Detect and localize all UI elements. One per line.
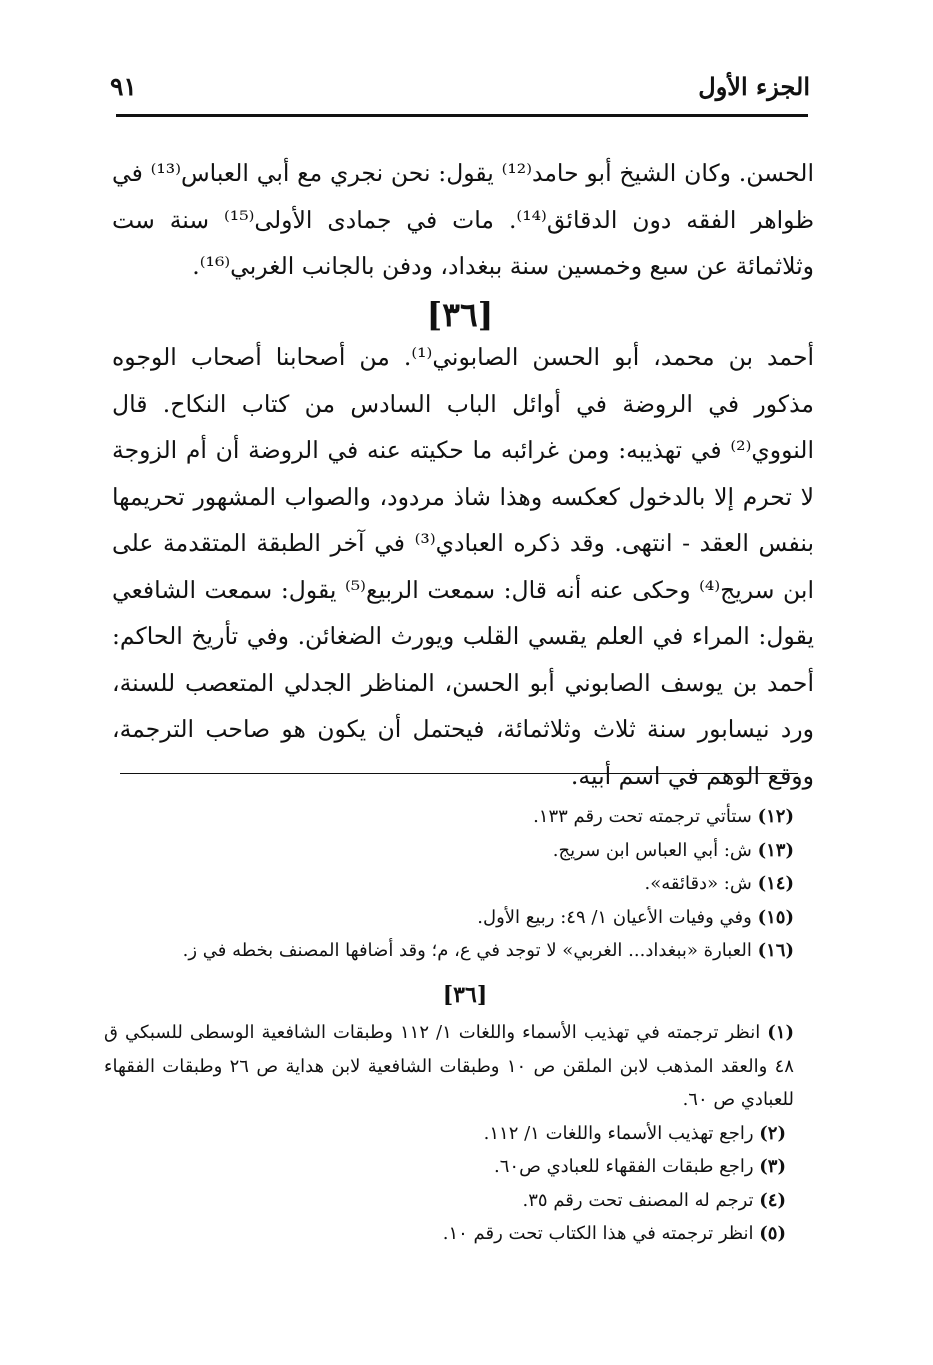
entry-number: [٣٦] [426, 295, 494, 334]
notes-entry-number: [٣٦] [442, 982, 488, 1008]
footnote-number: (١) [767, 1022, 794, 1043]
footnotes-previous-entry [104, 800, 804, 968]
footnote-number: (١٤) [757, 873, 794, 894]
footnote-text: ترجم له المصنف تحت رقم ٣٥. [522, 1189, 754, 1211]
footnote [104, 834, 804, 868]
biography-paragraph [112, 334, 814, 799]
footnote-text: وفي وفيات الأعيان ١/ ٤٩: ربيع الأول. [477, 906, 752, 928]
footnote-number: (١٦) [757, 940, 794, 961]
footnote [104, 800, 804, 834]
footnote [104, 934, 804, 968]
footnote-number: (٣) [759, 1156, 786, 1177]
footnote-text: العبارة «ببغداد... الغربي» لا توجد في ع، م؛ وقد أضافها المصنف بخطه في ز. [182, 940, 752, 961]
running-head [110, 66, 810, 106]
footnote [104, 867, 804, 901]
footnote-number: (١٢) [757, 806, 794, 827]
footnote-rule [120, 773, 798, 774]
footnote-number: (٥) [759, 1223, 786, 1244]
footnotes-entry-36 [104, 1016, 804, 1251]
footnote-number: (١٣) [757, 839, 794, 861]
footnote [104, 1217, 804, 1251]
footnote [104, 901, 804, 935]
paragraph-text: الحسن. وكان الشيخ أبو حامد⁽¹²⁾ يقول: نحن نجري مع أبي العباس⁽¹³⁾ في ظواهر الفقه دون الدقائق⁽¹⁴⁾. مات في جمادى الأولى⁽¹⁵⁾ سنة ست وثلاثمائة عن سبع وخمسين سنة ببغداد، ودفن بالجانب الغربي⁽¹⁶⁾. [112, 159, 815, 280]
footnote-text: ش: أبي العباس ابن سريج. [552, 839, 752, 861]
continued-paragraph [112, 150, 814, 290]
footnote [104, 1184, 804, 1218]
footnote-text: ش: «دقائقه». [644, 873, 752, 894]
footnote-number: (١٥) [757, 906, 794, 928]
page-number: ٩١ [110, 71, 137, 101]
footnote-text: انظر ترجمته في تهذيب الأسماء واللغات ١/ ١١٢ وطبقات الشافعية الوسطى للسبكي ق ٤٨ والعقد المذهب لابن الملقن ص ١٠ وطبقات الشافعية لابن هداية ص ٢٦ وطبقات الفقهاء للعبادي ص ٦٠. [104, 1022, 794, 1110]
footnote-number: (٤) [759, 1189, 786, 1211]
footnote [104, 1016, 804, 1117]
footnote-text: ستأتي ترجمته تحت رقم ١٣٣. [533, 806, 752, 827]
footnote-text: راجع طبقات الفقهاء للعبادي ص٦٠. [494, 1156, 754, 1177]
header-rule [116, 114, 808, 117]
running-title: الجزء الأول [698, 71, 810, 101]
paragraph-text: أحمد بن محمد، أبو الحسن الصابوني⁽¹⁾. من أصحابنا أصحاب الوجوه مذكور في الروضة في أوائل الباب السادس من كتاب النكاح. قال النووي⁽²⁾ في تهذيبه: ومن غرائبه ما حكيته عنه في الروضة أن أم الزوجة لا تحرم إلا بالدخول كعكسه وهذا شاذ مردود، والصواب المشهور تحريمها بنفس العقد - انتهى. وقد ذكره العبادي⁽³⁾ في آخر الطبقة المتقدمة على ابن سريج⁽⁴⁾ وحكى عنه أنه قال: سمعت الربيع⁽⁵⁾ يقول: سمعت الشافعي يقول: المراء في العلم يقسي القلب ويورث الضغائن. وفي تأريخ الحاكم: أحمد بن يوسف الصابوني أبو الحسن، المناظر الجدلي المتعصب للسنة، ورد نيسابور سنة ثلاث وثلاثمائة، فيحتمل أن يكون هو صاحب الترجمة، ووقع الوهم في اسم أبيه. [112, 343, 815, 790]
footnote [104, 1117, 804, 1151]
footnote-text: راجع تهذيب الأسماء واللغات ١/ ١١٢. [483, 1122, 754, 1144]
footnote [104, 1150, 804, 1184]
footnote-number: (٢) [759, 1122, 786, 1144]
footnote-text: انظر ترجمته في هذا الكتاب تحت رقم ١٠. [442, 1223, 754, 1244]
